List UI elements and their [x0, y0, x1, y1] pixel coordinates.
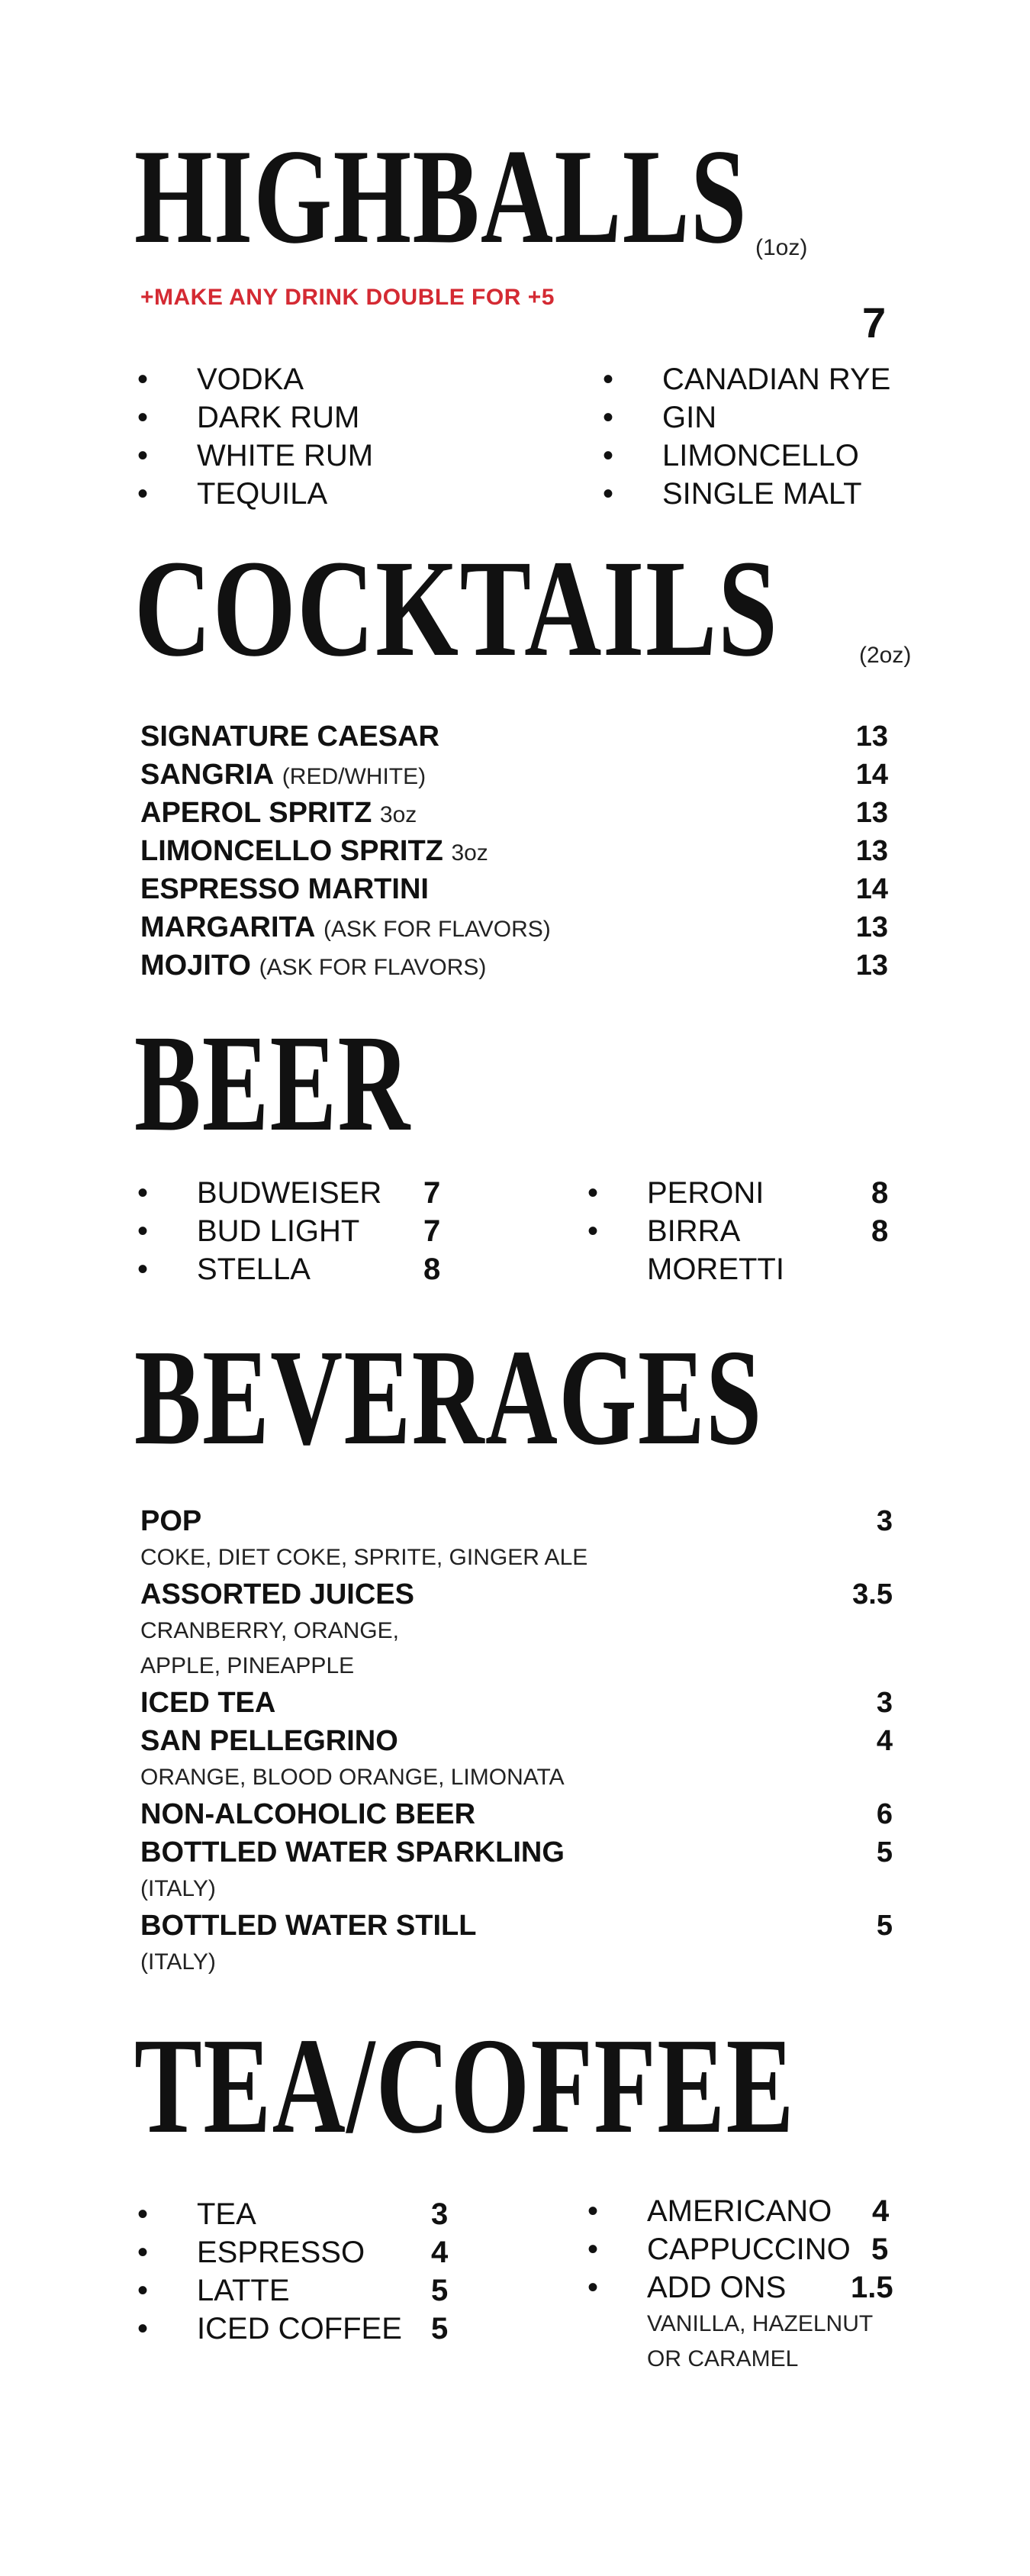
- table-row: [140, 794, 888, 832]
- beer-title: BEER: [134, 1007, 411, 1160]
- item-name: ICED COFFEE: [197, 2312, 402, 2345]
- item-name: ADD ONS: [647, 2271, 787, 2304]
- table-row: [140, 1907, 893, 1945]
- list-item: • CANADIAN RYE: [603, 360, 999, 398]
- item-price: 8: [871, 1214, 889, 1248]
- beer-left-list: [137, 1174, 458, 1288]
- item-name: ESPRESSO MARTINI: [140, 873, 429, 905]
- list-item: • VODKA: [137, 360, 565, 398]
- item-price: 14: [855, 759, 888, 791]
- table-row: [140, 1502, 893, 1540]
- item-price: 13: [855, 721, 888, 753]
- item-name: BUDWEISER: [197, 1176, 382, 1210]
- item-name: AMERICANO: [647, 2194, 832, 2228]
- item-price: 13: [855, 835, 888, 867]
- item-name: ASSORTED JUICES: [140, 1578, 414, 1610]
- highballs-title: HIGHBALLS: [134, 121, 748, 272]
- item-price: 5: [871, 2233, 889, 2266]
- item-name: ICED TEA: [140, 1687, 276, 1719]
- list-item: • GIN: [603, 398, 999, 437]
- list-item: • TEQUILA: [137, 475, 565, 513]
- item-price: 1.5: [851, 2271, 893, 2304]
- tea-coffee-right-list: [587, 2192, 908, 2307]
- item-name: BUD LIGHT: [197, 1214, 360, 1248]
- item-note: (ASK FOR FLAVORS): [259, 955, 487, 980]
- list-item: • LIMONCELLO: [603, 437, 999, 475]
- highballs-right-list: [603, 360, 999, 513]
- item-price: 4: [431, 2236, 449, 2269]
- item-name: BOTTLED WATER SPARKLING: [140, 1836, 565, 1868]
- highballs-price: 7: [862, 298, 887, 347]
- item-note: (RED/WHITE): [282, 764, 426, 789]
- tea-coffee-left-list: [137, 2195, 473, 2348]
- beer-name-continuation: MORETTI: [647, 1253, 784, 1286]
- cocktails-title: COCKTAILS: [134, 532, 779, 685]
- item-price: 5: [431, 2312, 449, 2345]
- item-name: SANGRIA: [140, 759, 275, 791]
- item-price: 13: [855, 797, 888, 829]
- item-note: (ASK FOR FLAVORS): [323, 917, 551, 942]
- list-item: [137, 2233, 473, 2271]
- list-item: [587, 2268, 908, 2307]
- list-item: • WHITE RUM: [137, 437, 565, 475]
- item-price: 5: [431, 2274, 449, 2307]
- beverages-title: BEVERAGES: [134, 1321, 763, 1473]
- highballs-left-list: [137, 360, 565, 513]
- table-row: [140, 946, 888, 985]
- list-item: [137, 1250, 458, 1288]
- item-name: TEA: [197, 2197, 256, 2231]
- item-name: BIRRA: [647, 1214, 741, 1248]
- table-row: [140, 1722, 893, 1760]
- table-row: [140, 1684, 893, 1722]
- item-price: 14: [855, 873, 888, 905]
- item-price: 6: [876, 1798, 893, 1830]
- item-description: (ITALY): [140, 1949, 216, 1975]
- table-row: [140, 832, 888, 870]
- table-row: [140, 908, 888, 946]
- item-price: 4: [876, 1725, 893, 1757]
- item-name: CAPPUCCINO: [647, 2233, 851, 2266]
- beverages-list: [140, 1502, 893, 1980]
- item-description: OR CARAMEL: [647, 2346, 799, 2371]
- item-note: 3oz: [379, 802, 417, 827]
- table-row: [140, 756, 888, 794]
- item-name: LATTE: [197, 2274, 290, 2307]
- item-price: 3: [431, 2197, 449, 2231]
- item-price: 13: [855, 949, 888, 982]
- item-name: MARGARITA: [140, 911, 316, 943]
- tea-coffee-title: TEA/COFFEE: [134, 2010, 795, 2162]
- item-name: ESPRESSO: [197, 2236, 365, 2269]
- item-price: 3.5: [852, 1578, 893, 1610]
- item-price: 4: [872, 2194, 890, 2228]
- list-item: [137, 1174, 458, 1212]
- item-description: COKE, DIET COKE, SPRITE, GINGER ALE: [140, 1545, 588, 1570]
- double-drink-note: +MAKE ANY DRINK DOUBLE FOR +5: [140, 285, 555, 310]
- list-item: [137, 1212, 458, 1250]
- item-description: ORANGE, BLOOD ORANGE, LIMONATA: [140, 1765, 565, 1790]
- item-price: 3: [876, 1505, 893, 1537]
- addons-description: [647, 2307, 873, 2377]
- item-name: NON-ALCOHOLIC BEER: [140, 1798, 476, 1830]
- list-item: • DARK RUM: [137, 398, 565, 437]
- item-price: 13: [855, 911, 888, 943]
- item-price: 8: [871, 1176, 889, 1210]
- table-row: [140, 1795, 893, 1833]
- item-name: APEROL SPRITZ: [140, 797, 372, 829]
- item-price: 7: [423, 1176, 441, 1210]
- list-item: [587, 1174, 908, 1212]
- list-item: [587, 1212, 908, 1250]
- table-row: [140, 870, 888, 908]
- item-price: 5: [876, 1910, 893, 1942]
- item-name: SIGNATURE CAESAR: [140, 721, 439, 753]
- list-item: [137, 2310, 473, 2348]
- list-item: • SINGLE MALT: [603, 475, 999, 513]
- cocktails-list: [140, 717, 888, 985]
- item-name: MOJITO: [140, 949, 251, 982]
- item-price: 5: [876, 1836, 893, 1868]
- item-price: 8: [423, 1253, 441, 1286]
- item-description: VANILLA, HAZELNUT: [647, 2311, 874, 2336]
- item-description: CRANBERRY, ORANGE,: [140, 1618, 399, 1643]
- table-row: [140, 1575, 893, 1614]
- item-note: 3oz: [451, 840, 488, 866]
- list-item: [587, 2230, 908, 2268]
- item-name: SAN PELLEGRINO: [140, 1725, 398, 1757]
- table-row: [140, 717, 888, 756]
- item-price: 3: [876, 1687, 893, 1719]
- item-name: BOTTLED WATER STILL: [140, 1910, 477, 1942]
- cocktails-size-note: (2oz): [859, 643, 912, 668]
- item-name: POP: [140, 1505, 202, 1537]
- item-price: 7: [423, 1214, 441, 1248]
- list-item: [137, 2195, 473, 2233]
- table-row: [140, 1833, 893, 1872]
- item-name: PERONI: [647, 1176, 764, 1210]
- item-description: (ITALY): [140, 1876, 216, 1901]
- item-description: APPLE, PINEAPPLE: [140, 1653, 355, 1678]
- beer-right-list: [587, 1174, 908, 1250]
- list-item: [137, 2271, 473, 2310]
- highballs-size-note: (1oz): [755, 235, 808, 260]
- item-name: LIMONCELLO SPRITZ: [140, 835, 443, 867]
- item-name: STELLA: [197, 1253, 311, 1286]
- list-item: [587, 2192, 908, 2230]
